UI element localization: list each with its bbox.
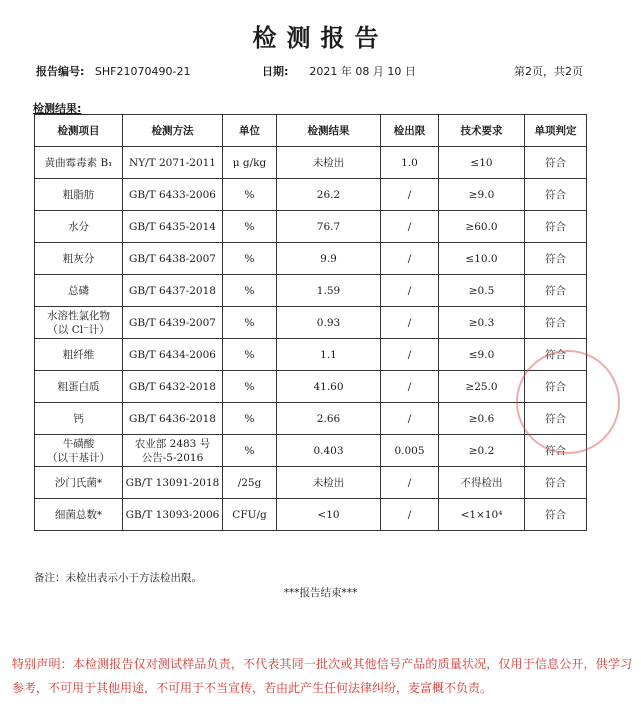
cell-item: 粗纤维: [35, 339, 123, 371]
cell-result: 41.60: [277, 371, 381, 403]
cell-verdict: 符合: [525, 435, 587, 467]
cell-item: 水分: [35, 211, 123, 243]
cell-requirement: ≥0.2: [439, 435, 525, 467]
cell-requirement: ≥60.0: [439, 211, 525, 243]
table-row: [35, 275, 587, 307]
cell-unit: %: [223, 179, 277, 211]
cell-method: GB/T 6436-2018: [123, 403, 223, 435]
cell-unit: μ g/kg: [223, 147, 277, 179]
table-header-row: [35, 115, 587, 147]
cell-method: GB/T 6435-2014: [123, 211, 223, 243]
header-verdict: 单项判定: [525, 115, 587, 147]
report-number-label: 报告编号:: [36, 65, 85, 78]
cell-method: [123, 435, 223, 467]
cell-limit: /: [381, 403, 439, 435]
cell-unit: %: [223, 211, 277, 243]
cell-result: 1.1: [277, 339, 381, 371]
cell-method: GB/T 6437-2018: [123, 275, 223, 307]
cell-unit: %: [223, 307, 277, 339]
cell-limit: /: [381, 179, 439, 211]
cell-verdict: 符合: [525, 339, 587, 371]
cell-limit: /: [381, 371, 439, 403]
cell-method: GB/T 13093-2006: [123, 499, 223, 531]
cell-result: 76.7: [277, 211, 381, 243]
cell-method: GB/T 13091-2018: [123, 467, 223, 499]
cell-verdict: 符合: [525, 243, 587, 275]
cell-limit: /: [381, 499, 439, 531]
cell-limit: /: [381, 275, 439, 307]
section-label: 检测结果:: [33, 102, 82, 115]
cell-item-line2: （以 Cl⁻计）: [47, 323, 110, 336]
cell-requirement: ≤10: [439, 147, 525, 179]
cell-verdict: 符合: [525, 467, 587, 499]
cell-unit: CFU/g: [223, 499, 277, 531]
cell-limit: /: [381, 339, 439, 371]
cell-limit: /: [381, 211, 439, 243]
cell-verdict: 符合: [525, 147, 587, 179]
header-unit: 单位: [223, 115, 277, 147]
cell-item: 总磷: [35, 275, 123, 307]
cell-method: GB/T 6439-2007: [123, 307, 223, 339]
report-title: 检测报告: [252, 24, 389, 52]
cell-requirement: ≥0.5: [439, 275, 525, 307]
results-table: [34, 114, 587, 531]
cell-item: 钙: [35, 403, 123, 435]
cell-result: 0.403: [277, 435, 381, 467]
table-row: [35, 403, 587, 435]
cell-method: GB/T 6438-2007: [123, 243, 223, 275]
cell-item: [35, 435, 123, 467]
table-row: [35, 371, 587, 403]
cell-verdict: 符合: [525, 307, 587, 339]
report-date-value: 2021 年 08 月 10 日: [309, 65, 416, 78]
cell-result: 0.93: [277, 307, 381, 339]
table-row: [35, 467, 587, 499]
table-row: [35, 147, 587, 179]
cell-verdict: 符合: [525, 499, 587, 531]
cell-limit: /: [381, 307, 439, 339]
cell-unit: %: [223, 243, 277, 275]
report-number-value: SHF21070490-21: [94, 65, 191, 78]
cell-method: GB/T 6433-2006: [123, 179, 223, 211]
cell-verdict: 符合: [525, 275, 587, 307]
cell-verdict: 符合: [525, 371, 587, 403]
table-row: [35, 339, 587, 371]
cell-limit: 0.005: [381, 435, 439, 467]
cell-verdict: 符合: [525, 179, 587, 211]
cell-unit: %: [223, 403, 277, 435]
cell-result: 未检出: [277, 147, 381, 179]
cell-method: NY/T 2071-2011: [123, 147, 223, 179]
cell-verdict: 符合: [525, 211, 587, 243]
cell-requirement: ≥25.0: [439, 371, 525, 403]
table-row: [35, 435, 587, 467]
cell-method: GB/T 6434-2006: [123, 339, 223, 371]
cell-item: 粗蛋白质: [35, 371, 123, 403]
report-date: [262, 63, 416, 79]
cell-item: [35, 307, 123, 339]
cell-result: 9.9: [277, 243, 381, 275]
cell-item: 沙门氏菌*: [35, 467, 123, 499]
cell-verdict: 符合: [525, 403, 587, 435]
cell-unit: %: [223, 275, 277, 307]
report-number: [36, 63, 190, 79]
header-method: 检测方法: [123, 115, 223, 147]
cell-item-line1: 牛磺酸: [62, 437, 95, 450]
table-row: [35, 499, 587, 531]
header-limit: 检出限: [381, 115, 439, 147]
cell-unit: %: [223, 371, 277, 403]
cell-result: 1.59: [277, 275, 381, 307]
cell-method-line2: 公告-5-2016: [141, 451, 204, 464]
cell-method: GB/T 6432-2018: [123, 371, 223, 403]
report-end-marker: ***报告结束***: [283, 587, 358, 599]
report-date-label: 日期:: [262, 65, 289, 78]
header-result: 检测结果: [277, 115, 381, 147]
cell-item: 粗脂肪: [35, 179, 123, 211]
cell-requirement: ≤9.0: [439, 339, 525, 371]
table-row: [35, 179, 587, 211]
footnote: 备注：未检出表示小于方法检出限。: [34, 572, 202, 584]
cell-requirement: ≥9.0: [439, 179, 525, 211]
table-row: [35, 211, 587, 243]
header-item: 检测项目: [35, 115, 123, 147]
cell-requirement: ≤10.0: [439, 243, 525, 275]
cell-item-line2: （以干基计）: [47, 451, 110, 464]
cell-requirement: ≥0.3: [439, 307, 525, 339]
cell-result: <10: [277, 499, 381, 531]
cell-item: 细菌总数*: [35, 499, 123, 531]
cell-requirement: ≥0.6: [439, 403, 525, 435]
cell-limit: 1.0: [381, 147, 439, 179]
cell-method-line1: 农业部 2483 号: [134, 437, 211, 450]
cell-unit: /25g: [223, 467, 277, 499]
table-row: [35, 307, 587, 339]
cell-item: 粗灰分: [35, 243, 123, 275]
table-row: [35, 243, 587, 275]
cell-result: 未检出: [277, 467, 381, 499]
cell-limit: /: [381, 467, 439, 499]
cell-result: 2.66: [277, 403, 381, 435]
cell-unit: %: [223, 435, 277, 467]
cell-limit: /: [381, 243, 439, 275]
cell-item: 黄曲霉毒素 B₁: [35, 147, 123, 179]
cell-result: 26.2: [277, 179, 381, 211]
cell-requirement: 不得检出: [439, 467, 525, 499]
cell-item-line1: 水溶性氯化物: [47, 309, 110, 322]
cell-unit: %: [223, 339, 277, 371]
special-statement: 特别声明：本检测报告仅对测试样品负责，不代表其同一批次或其他信号产品的质量状况，仅用于信息公开，供学习参考，不可用于其他用途，不可用于不当宣传，若由此产生任何法律纠纷，麦富概不负责。: [12, 657, 632, 695]
cell-requirement: <1×10⁴: [439, 499, 525, 531]
header-requirement: 技术要求: [439, 115, 525, 147]
page-indicator: 第2页，共2页: [514, 65, 583, 78]
